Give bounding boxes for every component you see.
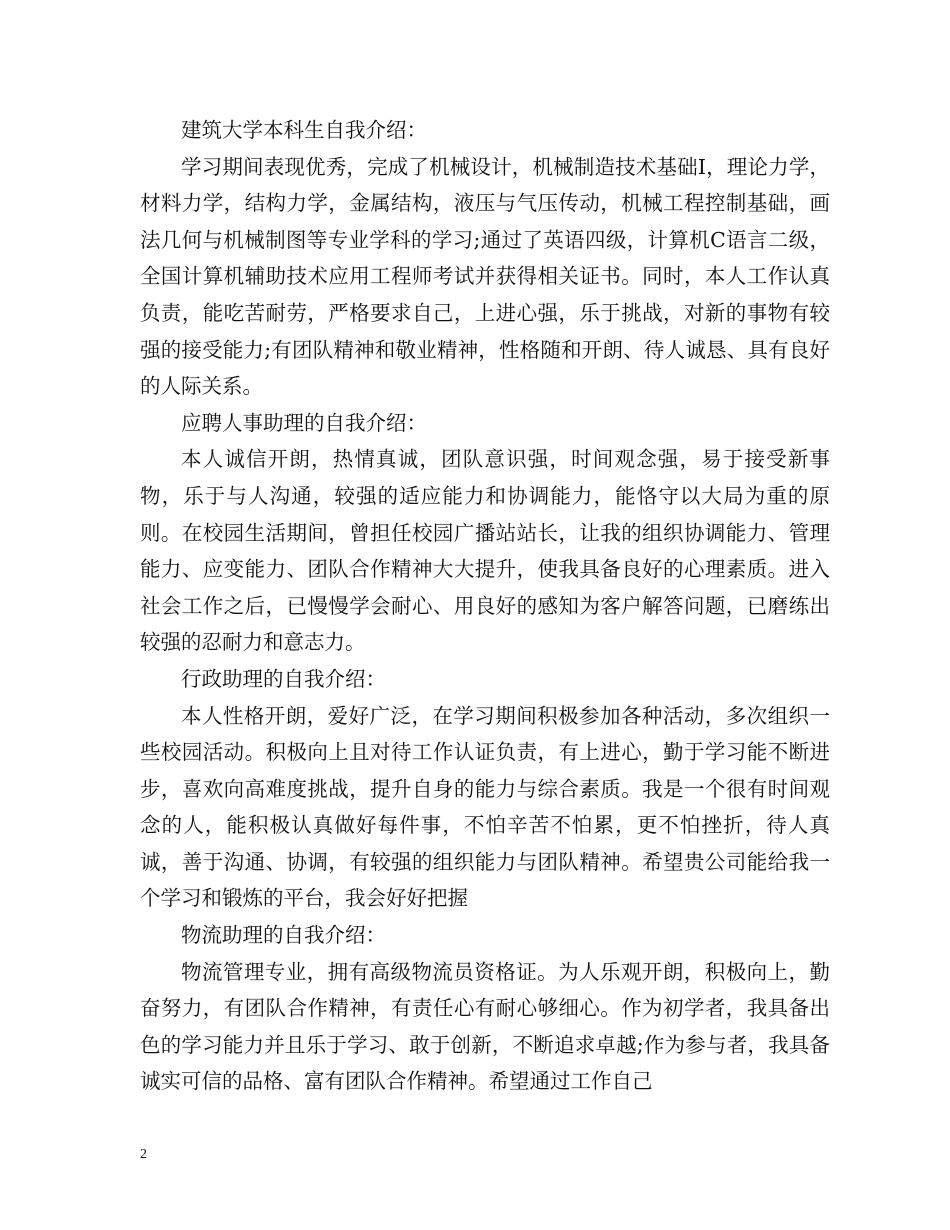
heading-logistics-assistant: 物流助理的自我介绍：	[181, 923, 386, 948]
paragraph-logistics-assistant: 物流管理专业，拥有高级物流员资格证。为人乐观开朗，积极向上，勤奋努力，有团队合作精神，有责任心有耐心够细心。作为初学者，我具备出色的学习能力并且乐于学习、敢于创新，不断追求卓越;作为参与者，我具备诚实可信的品格、富有团队合作精神。希望通过工作自己	[140, 959, 830, 1094]
page-number: 2	[140, 1147, 147, 1162]
paragraph-hr-assistant: 本人诚信开朗，热情真诚，团队意识强，时间观念强，易于接受新事物，乐于与人沟通，较强的适应能力和协调能力，能恪守以大局为重的原则。在校园生活期间，曾担任校园广播站站长，让我的组织协调能力、管理能力、应变能力、团队合作精神大大提升，使我具备良好的心理素质。进入社会工作之后，已慢慢学会耐心、用良好的感知为客户解答问题，已磨练出较强的忍耐力和意志力。	[140, 447, 830, 655]
heading-architecture-student: 建筑大学本科生自我介绍：	[181, 118, 427, 142]
paragraph-admin-assistant: 本人性格开朗，爱好广泛，在学习期间积极参加各种活动，多次组织一些校园活动。积极向上且对待工作认证负责，有上进心，勤于学习能不断进步，喜欢向高难度挑战，提升自身的能力与综合素质。我是一个很有时间观念的人，能积极认真做好每件事，不怕辛苦不怕累，更不怕挫折，待人真诚，善于沟通、协调，有较强的组织能力与团队精神。希望贵公司能给我一个学习和锻炼的平台，我会好好把握	[140, 703, 830, 911]
heading-hr-assistant: 应聘人事助理的自我介绍：	[181, 410, 427, 435]
paragraph-architecture-student: 学习期间表现优秀，完成了机械设计，机械制造技术基础Ⅰ，理论力学，材料力学，结构力学，金属结构，液压与气压传动，机械工程控制基础，画法几何与机械制图等专业学科的学习;通过了英语四级，计算机C语言二级，全国计算机辅助技术应用工程师考试并获得相关证书。同时，本人工作认真负责，能吃苦耐劳，严格要求自己，上进心强，乐于挑战，对新的事物有较强的接受能力;有团队精神和敬业精神，性格随和开朗、待人诚恳、具有良好的人际关系。	[140, 154, 830, 399]
document-body	[140, 112, 830, 1100]
heading-admin-assistant: 行政助理的自我介绍：	[181, 666, 386, 691]
